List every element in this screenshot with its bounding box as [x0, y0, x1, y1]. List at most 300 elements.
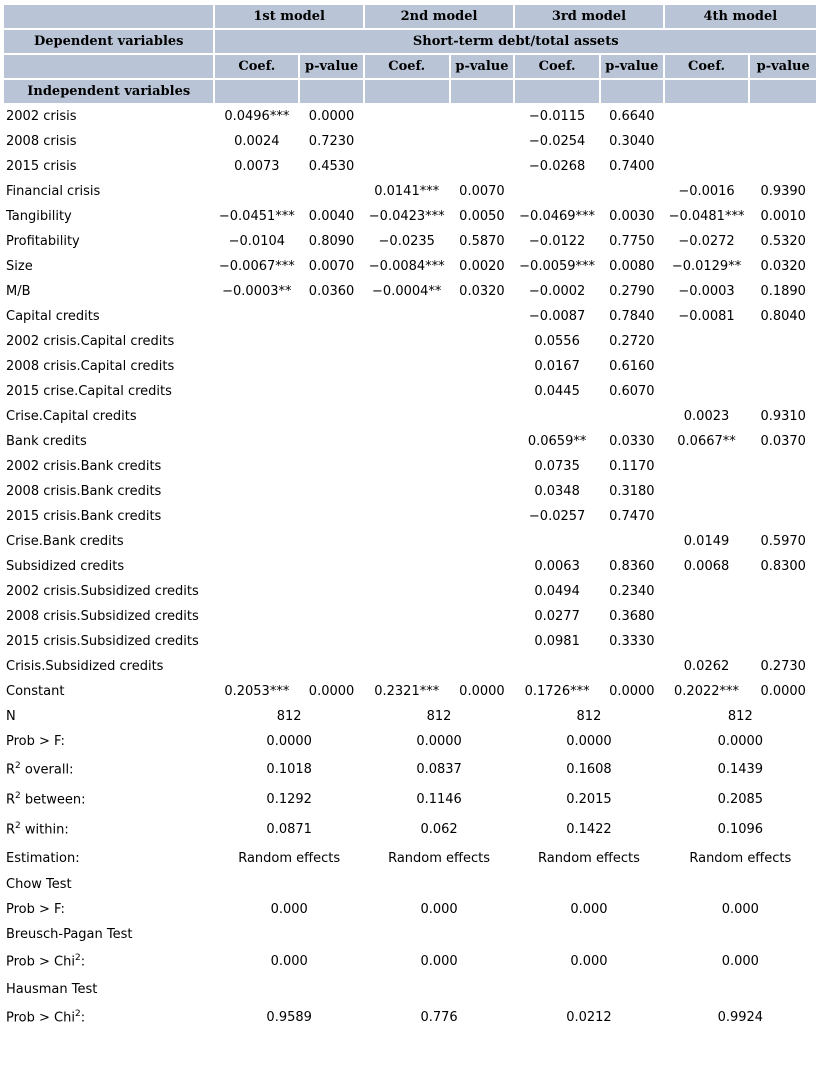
pvalue-cell [451, 605, 514, 628]
pvalue-cell: 0.3040 [609, 134, 655, 149]
coef-cell: −0.0081 [678, 309, 735, 324]
pvalue-cell [750, 380, 816, 403]
header-empty [215, 80, 298, 103]
stat-label [4, 1004, 213, 1030]
stat-label-text: R [6, 762, 16, 778]
stat-value [515, 923, 662, 946]
pvalue-cell: 0.2720 [609, 334, 655, 349]
pvalue-cell: 0.9310 [760, 409, 806, 424]
stat-value: 0.000 [270, 902, 308, 917]
coef-header-row [4, 55, 816, 78]
table-row [4, 180, 816, 203]
pvalue-cell: 0.2730 [760, 659, 806, 674]
variable-label: 2008 crisis [6, 134, 77, 149]
coef-cell [365, 605, 449, 628]
pvalue-cell: 0.6640 [609, 109, 655, 124]
stat-label-superscript: 2 [15, 820, 21, 831]
pvalue-cell: 0.0050 [459, 209, 505, 224]
stat-value: Random effects [689, 850, 792, 866]
table-row [4, 580, 816, 603]
pvalue-cell [300, 430, 363, 453]
coef-cell [365, 555, 449, 578]
stat-value: 0.000 [420, 953, 458, 969]
coef-cell [665, 105, 749, 128]
table-row [4, 555, 816, 578]
pvalue-cell [750, 605, 816, 628]
stat-label-suffix: : [80, 954, 86, 970]
dependent-value: Short-term debt/total assets [215, 30, 816, 53]
pvalue-cell: 0.9390 [760, 184, 806, 199]
pvalue-cell: 0.0010 [760, 209, 806, 224]
table-row [4, 430, 816, 453]
pvalue-cell: 0.0030 [609, 209, 655, 224]
coef-cell: 0.0494 [534, 584, 580, 599]
model-header-row [4, 5, 816, 28]
pvalue-cell [300, 630, 363, 653]
coef-cell [365, 580, 449, 603]
pvalue-cell: 0.0000 [760, 684, 806, 699]
pvalue-cell [451, 480, 514, 503]
stat-value [215, 976, 362, 1002]
coef-cell: 0.0735 [534, 459, 580, 474]
pvalue-cell: 0.0070 [459, 184, 505, 199]
coef-cell: −0.0003 [678, 284, 735, 299]
stat-value: 812 [727, 709, 753, 724]
coef-cell: −0.0059*** [519, 259, 596, 274]
stat-value: 0.0000 [266, 734, 312, 749]
pvalue-cell [750, 630, 816, 653]
coef-cell [215, 530, 298, 553]
header-empty [601, 80, 663, 103]
stat-value: Random effects [238, 850, 341, 866]
stat-label-text: Prob > F: [6, 902, 65, 917]
coef-cell [665, 355, 749, 378]
pvalue-header: p-value [300, 55, 363, 78]
coef-cell [215, 430, 298, 453]
pvalue-cell: 0.7750 [609, 234, 655, 249]
pvalue-cell [451, 380, 514, 403]
stat-value [215, 923, 362, 946]
coef-cell: −0.0003** [222, 284, 292, 299]
stat-label-text: R [6, 822, 16, 838]
pvalue-cell: 0.0000 [308, 684, 355, 699]
table-row [4, 680, 816, 703]
coef-cell: −0.0002 [528, 284, 586, 299]
pvalue-cell [300, 405, 363, 428]
variable-label: 2002 crisis.Subsidized credits [6, 584, 199, 599]
coef-cell [665, 455, 749, 478]
coef-cell: −0.0481*** [668, 209, 745, 224]
coef-cell [365, 655, 449, 678]
pvalue-cell: 0.8090 [308, 234, 355, 249]
coef-cell [215, 405, 298, 428]
stat-value [365, 976, 513, 1002]
table-row [4, 255, 816, 278]
stat-label-suffix: overall: [20, 762, 74, 778]
variable-label: 2002 crisis [6, 109, 77, 124]
stat-value: 0.1422 [566, 821, 612, 837]
coef-cell: 0.0024 [234, 134, 280, 149]
coef-cell [365, 480, 449, 503]
coef-cell [365, 380, 449, 403]
coef-cell: 0.0659** [527, 434, 587, 449]
dependent-label: Dependent variables [4, 30, 213, 53]
coef-cell: −0.0122 [528, 234, 586, 249]
coef-cell [365, 330, 449, 353]
stat-value: 0.1096 [717, 821, 764, 837]
variable-label: Bank credits [6, 434, 87, 449]
dependent-row [4, 30, 816, 53]
coef-cell [665, 480, 749, 503]
coef-cell: −0.0254 [528, 134, 586, 149]
coef-cell: −0.0268 [528, 159, 586, 174]
header-empty [665, 80, 749, 103]
variable-label: Crise.Capital credits [6, 409, 137, 424]
pvalue-cell [300, 555, 363, 578]
stat-value: 0.1018 [266, 761, 312, 777]
coef-cell: −0.0016 [678, 184, 735, 199]
stat-value: 0.000 [270, 953, 308, 969]
stat-label-text: Breusch-Pagan Test [6, 927, 133, 942]
coef-cell: 0.0667** [677, 434, 736, 449]
pvalue-cell [750, 480, 816, 503]
coef-cell [215, 505, 298, 528]
independent-row [4, 80, 816, 103]
coef-cell [365, 130, 449, 153]
pvalue-cell: 0.0360 [308, 284, 355, 299]
pvalue-cell: 0.0370 [760, 434, 806, 449]
stat-value: 812 [276, 709, 302, 724]
coef-cell: 0.0073 [234, 159, 280, 174]
coef-cell: 0.0277 [534, 609, 580, 624]
coef-cell [365, 505, 449, 528]
coef-cell [215, 455, 298, 478]
stat-label-text: Chow Test [6, 877, 72, 892]
pvalue-header: p-value [750, 55, 816, 78]
stat-row [4, 755, 816, 783]
coef-cell: 0.0167 [534, 359, 580, 374]
stat-value: 0.1146 [416, 791, 462, 807]
stat-label [4, 705, 213, 728]
stat-label-text: Hausman Test [6, 981, 98, 997]
table-row [4, 130, 816, 153]
pvalue-cell: 0.0330 [609, 434, 655, 449]
pvalue-cell [451, 505, 514, 528]
variable-label: Crise.Bank credits [6, 534, 124, 549]
pvalue-cell [451, 655, 514, 678]
variable-label: 2002 crisis.Capital credits [6, 334, 175, 349]
regression-table [2, 3, 818, 1032]
pvalue-cell: 0.0320 [459, 284, 505, 299]
table-row [4, 280, 816, 303]
pvalue-cell [300, 655, 363, 678]
pvalue-cell [300, 530, 363, 553]
stat-label [4, 923, 213, 946]
coef-cell: 0.1726*** [524, 684, 590, 699]
pvalue-cell [300, 305, 363, 328]
pvalue-cell [300, 355, 363, 378]
stat-row [4, 815, 816, 843]
stat-value: 0.0000 [416, 734, 462, 749]
stat-value: 0.9589 [266, 1009, 312, 1025]
stat-label-text: N [6, 709, 16, 724]
stat-value: 0.000 [721, 902, 759, 917]
coef-cell [215, 555, 298, 578]
stat-value [365, 873, 513, 896]
pvalue-cell: 0.5870 [459, 234, 505, 249]
pvalue-cell [750, 455, 816, 478]
stat-row [4, 785, 816, 813]
coef-cell: −0.0257 [528, 509, 586, 524]
coef-cell: 0.0141*** [374, 184, 440, 199]
coef-header: Coef. [665, 55, 749, 78]
pvalue-cell: 0.0070 [308, 259, 355, 274]
coef-cell: 0.0556 [534, 334, 580, 349]
pvalue-cell [451, 430, 514, 453]
coef-cell: 0.0149 [683, 534, 730, 549]
table-row [4, 355, 816, 378]
coef-cell: −0.0235 [378, 234, 435, 249]
pvalue-cell [451, 530, 514, 553]
stat-label-superscript: 2 [74, 952, 81, 963]
stat-row [4, 1004, 816, 1030]
coef-cell: 0.0262 [683, 659, 730, 674]
coef-cell [665, 630, 749, 653]
coef-cell [215, 355, 298, 378]
variable-label: Size [6, 259, 33, 274]
coef-cell: 0.2053*** [224, 684, 290, 699]
pvalue-cell: 0.6160 [609, 359, 655, 374]
coef-cell [665, 505, 749, 528]
coef-cell: 0.2321*** [374, 684, 440, 699]
table-row [4, 155, 816, 178]
pvalue-cell: 0.8360 [609, 559, 655, 574]
coef-cell [515, 180, 599, 203]
stat-label [4, 730, 213, 753]
table-row [4, 480, 816, 503]
coef-cell: 0.2022*** [674, 684, 740, 699]
pvalue-cell [750, 105, 816, 128]
pvalue-cell [451, 155, 514, 178]
stat-value [515, 873, 662, 896]
stat-value [365, 923, 513, 946]
table-row [4, 380, 816, 403]
pvalue-cell: 0.8300 [760, 559, 806, 574]
pvalue-cell [750, 355, 816, 378]
coef-cell: −0.0004** [372, 284, 442, 299]
coef-cell [365, 355, 449, 378]
coef-cell [365, 455, 449, 478]
table-row [4, 505, 816, 528]
stat-value: 0.000 [570, 953, 608, 969]
coef-cell: 0.0496*** [224, 109, 290, 124]
stat-label [4, 976, 213, 1002]
table-row [4, 305, 816, 328]
pvalue-cell [750, 580, 816, 603]
pvalue-cell: 0.6070 [609, 384, 655, 399]
pvalue-cell [750, 505, 816, 528]
pvalue-cell: 0.0000 [609, 684, 655, 699]
variable-label: Crisis.Subsidized credits [6, 659, 164, 674]
coef-cell: 0.0981 [534, 634, 580, 649]
stat-label-superscript: 2 [15, 790, 21, 801]
pvalue-cell: 0.5970 [760, 534, 806, 549]
variable-label: Financial crisis [6, 184, 101, 199]
stat-value: Random effects [537, 850, 640, 866]
coef-header: Coef. [365, 55, 449, 78]
coef-cell: −0.0129** [671, 259, 742, 274]
variable-label: Profitability [6, 234, 80, 249]
stat-value: 0.1439 [717, 761, 764, 777]
pvalue-cell [750, 155, 816, 178]
table-row [4, 105, 816, 128]
stat-label [4, 845, 213, 871]
coef-cell [215, 305, 298, 328]
pvalue-cell [451, 630, 514, 653]
stat-value: 0.0212 [566, 1009, 612, 1025]
coef-cell [365, 155, 449, 178]
stat-row [4, 730, 816, 753]
coef-cell [215, 330, 298, 353]
pvalue-cell [300, 330, 363, 353]
coef-cell [365, 105, 449, 128]
stat-value: 0.000 [420, 902, 458, 917]
coef-cell [665, 605, 749, 628]
stat-label-superscript: 2 [15, 760, 21, 771]
coef-cell [215, 480, 298, 503]
stat-row [4, 873, 816, 896]
stat-value: 0.0871 [266, 821, 312, 837]
pvalue-cell [750, 330, 816, 353]
variable-label: M/B [6, 284, 31, 299]
coef-cell [215, 655, 298, 678]
table-row [4, 330, 816, 353]
coef-cell [665, 330, 749, 353]
pvalue-cell: 0.7470 [609, 509, 655, 524]
pvalue-cell [601, 180, 663, 203]
pvalue-cell: 0.1170 [609, 459, 655, 474]
pvalue-cell [451, 305, 514, 328]
pvalue-cell [300, 580, 363, 603]
header-empty [4, 55, 213, 78]
header-empty [4, 5, 213, 28]
variable-label: Constant [6, 684, 65, 699]
variable-label: 2015 crisis.Bank credits [6, 509, 162, 524]
coef-cell [365, 405, 449, 428]
coef-cell: −0.0067*** [218, 259, 295, 274]
coef-cell [365, 305, 449, 328]
table-row [4, 405, 816, 428]
pvalue-cell: 0.0020 [459, 259, 505, 274]
coef-cell: 0.0068 [683, 559, 730, 574]
stat-label-text: Prob > Chi [6, 954, 75, 970]
stat-label [4, 898, 213, 921]
stat-value: 812 [576, 709, 602, 724]
coef-cell [665, 155, 749, 178]
stat-label-suffix: : [80, 1010, 86, 1026]
variable-label: 2015 crise.Capital credits [6, 384, 172, 399]
stat-value: 0.1608 [566, 761, 612, 777]
coef-cell: −0.0451*** [218, 209, 295, 224]
model-4-header: 4th model [665, 5, 816, 28]
pvalue-cell [451, 455, 514, 478]
stat-label-superscript: 2 [74, 1008, 81, 1019]
stat-value: 0.000 [721, 953, 759, 969]
pvalue-cell [300, 505, 363, 528]
pvalue-cell: 0.0040 [308, 209, 355, 224]
table-row [4, 455, 816, 478]
stat-value: Random effects [388, 850, 491, 866]
model-1-header: 1st model [215, 5, 362, 28]
pvalue-cell: 0.8040 [760, 309, 806, 324]
coef-cell: 0.0445 [534, 384, 580, 399]
stat-label [4, 755, 213, 783]
coef-cell [215, 580, 298, 603]
stat-value: 0.9924 [717, 1009, 764, 1025]
pvalue-cell: 0.3180 [609, 484, 655, 499]
stat-value: 0.776 [420, 1009, 458, 1025]
coef-cell: −0.0087 [528, 309, 586, 324]
header-empty [515, 80, 599, 103]
stat-value [665, 976, 816, 1002]
stat-value: 0.2015 [566, 791, 612, 807]
pvalue-cell [750, 130, 816, 153]
table-row [4, 205, 816, 228]
coef-cell [665, 130, 749, 153]
pvalue-cell [451, 355, 514, 378]
pvalue-cell: 0.0000 [459, 684, 505, 699]
model-3-header: 3rd model [515, 5, 662, 28]
table-row [4, 630, 816, 653]
coef-cell [665, 380, 749, 403]
coef-cell [665, 580, 749, 603]
table-row [4, 605, 816, 628]
variable-label: 2015 crisis.Subsidized credits [6, 634, 199, 649]
coef-header: Coef. [215, 55, 298, 78]
header-empty [365, 80, 449, 103]
coef-cell [215, 605, 298, 628]
variable-label: Capital credits [6, 309, 100, 324]
variable-label: 2008 crisis.Capital credits [6, 359, 175, 374]
coef-cell: −0.0115 [528, 109, 586, 124]
stat-value [665, 923, 816, 946]
stat-label-suffix: within: [20, 822, 69, 838]
stat-value: 0.0837 [416, 761, 462, 777]
stat-row [4, 898, 816, 921]
stat-value [515, 976, 662, 1002]
coef-cell [515, 530, 599, 553]
pvalue-cell [451, 105, 514, 128]
pvalue-header: p-value [601, 55, 663, 78]
pvalue-cell: 0.7840 [609, 309, 655, 324]
stat-row [4, 976, 816, 1002]
pvalue-cell [451, 330, 514, 353]
pvalue-cell [451, 130, 514, 153]
coef-cell: 0.0348 [534, 484, 580, 499]
pvalue-header: p-value [451, 55, 514, 78]
stat-label-text: Prob > F: [6, 734, 65, 749]
variable-label: 2008 crisis.Bank credits [6, 484, 162, 499]
stat-label [4, 873, 213, 896]
coef-cell: 0.0063 [534, 559, 580, 574]
coef-header: Coef. [515, 55, 599, 78]
header-empty [451, 80, 514, 103]
coef-cell: −0.0104 [228, 234, 286, 249]
stat-row [4, 948, 816, 974]
variable-label: Subsidized credits [6, 559, 125, 574]
variable-label: Tangibility [6, 209, 72, 224]
pvalue-cell [300, 480, 363, 503]
